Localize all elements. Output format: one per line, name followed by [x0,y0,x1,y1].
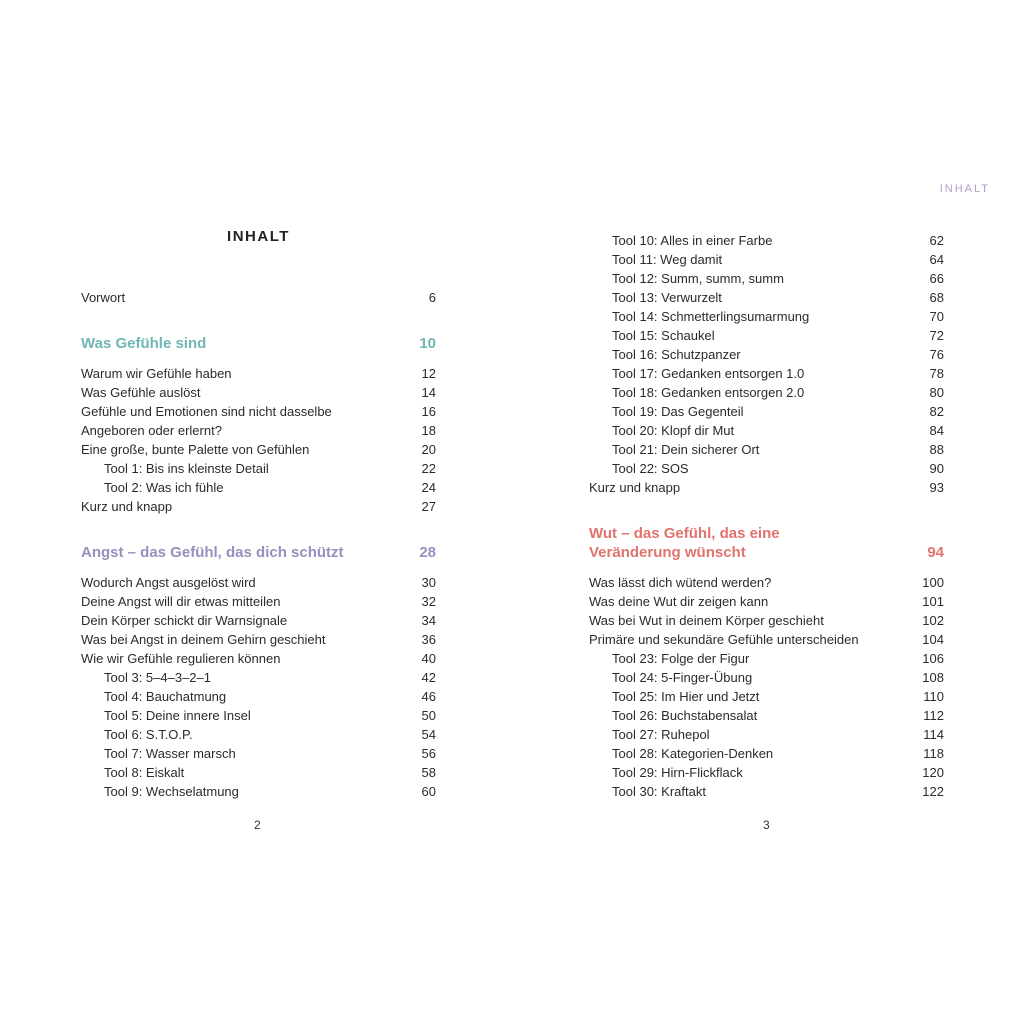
chapter-heading-row [81,543,436,562]
toc-entry-label: Tool 18: Gedanken entsorgen 2.0 [612,385,805,400]
toc-entry-page: 34 [421,613,436,628]
toc-entry-label: Gefühle und Emotionen sind nicht dasselbe [81,404,332,419]
toc-entry-label: Tool 3: 5–4–3–2–1 [104,670,211,685]
toc-entry-label: Tool 30: Kraftakt [612,784,706,799]
toc-entry [589,269,944,288]
chapter-entries [81,573,436,801]
toc-entry-label: Was bei Wut in deinem Körper geschieht [589,613,824,628]
toc-entry-label: Tool 4: Bauchatmung [104,689,227,704]
toc-entry [81,630,436,649]
toc-entry-label: Dein Körper schickt dir Warnsignale [81,613,288,628]
chapter-title: Was Gefühle sind [81,335,207,352]
toc-entry-page: 62 [929,233,944,248]
toc-entry-page: 6 [428,290,436,305]
toc-entry [81,573,436,592]
toc-entry-page: 108 [922,670,944,685]
toc-entry-page: 54 [421,727,436,742]
toc-entry-label: Warum wir Gefühle haben [81,366,232,381]
left-page [81,0,436,1024]
toc-entry-label: Tool 12: Summ, summ, summ [612,271,784,286]
toc-entry-page: 42 [421,670,436,685]
toc-entry-page: 80 [929,385,944,400]
toc-entry-label: Deine Angst will dir etwas mitteilen [81,594,281,609]
toc-entry-label: Tool 11: Weg damit [612,252,723,267]
toc-entry-page: 88 [929,442,944,457]
toc-entry-page: 60 [421,784,436,799]
toc-entry-label: Was Gefühle auslöst [81,385,201,400]
toc-entry-page: 32 [421,594,436,609]
toc-entry [81,402,436,421]
toc-entry-label: Kurz und knapp [81,499,173,514]
toc-entry [81,649,436,668]
toc-entry-page: 90 [929,461,944,476]
toc-entry-page: 30 [421,575,436,590]
toc-entry [589,421,944,440]
toc-entry-page: 122 [922,784,944,799]
toc-title: INHALT [227,228,290,245]
toc-entry-label: Was deine Wut dir zeigen kann [589,594,769,609]
right-page [589,0,944,1024]
toc-entry-page: 12 [421,366,436,381]
toc-entry-page: 118 [923,746,944,761]
toc-entry-label: Tool 25: Im Hier und Jetzt [612,689,760,704]
toc-entry-label: Tool 20: Klopf dir Mut [612,423,735,438]
toc-entry-label: Tool 10: Alles in einer Farbe [612,233,773,248]
toc-entry [81,440,436,459]
toc-entry-page: 78 [929,366,944,381]
toc-entry-label: Tool 22: SOS [612,461,689,476]
toc-entry-page: 72 [929,328,944,343]
toc-entry [589,744,944,763]
chapter-entries [81,364,436,516]
chapter-heading-row [589,524,944,562]
chapter-page: 28 [419,544,436,561]
toc-entry [589,383,944,402]
toc-entry [81,725,436,744]
toc-entry-page: 18 [421,423,436,438]
toc-entry-label: Tool 9: Wechselatmung [104,784,239,799]
toc-entry-page: 102 [922,613,944,628]
toc-entry [589,573,944,592]
toc-entry-label: Tool 16: Schutzpanzer [612,347,741,362]
toc-entry [81,459,436,478]
toc-entry-label: Vorwort [81,290,126,305]
chapter-heading [81,543,436,562]
toc-entry-page: 64 [929,252,944,267]
toc-entry [589,231,944,250]
toc-entry [589,592,944,611]
chapter-title: Wut – das Gefühl, das eine Veränderung wünscht [589,525,780,561]
toc-entry-label: Tool 15: Schaukel [612,328,715,343]
toc-entry [81,687,436,706]
toc-entry-label: Tool 14: Schmetterlingsumarmung [612,309,810,324]
chapter-title: Angst – das Gefühl, das dich schützt [81,544,344,561]
toc-entry-label: Tool 7: Wasser marsch [104,746,236,761]
toc-entry-page: 114 [923,727,944,742]
toc-entry-page: 24 [421,480,436,495]
toc-entry [589,763,944,782]
toc-entry-label: Tool 1: Bis ins kleinste Detail [104,461,269,476]
toc-entry-page: 22 [421,461,436,476]
toc-entry-label: Kurz und knapp [589,480,681,495]
chapter-page: 94 [927,544,944,561]
toc-entry-page: 82 [929,404,944,419]
toc-entry-label: Eine große, bunte Palette von Gefühlen [81,442,310,457]
toc-entry-label: Tool 29: Hirn-Flickflack [612,765,743,780]
toc-entry-page: 120 [922,765,944,780]
running-head: INHALT [939,183,990,195]
toc-entry [589,402,944,421]
toc-entry-page: 84 [929,423,944,438]
toc-entry-page: 58 [421,765,436,780]
chapter-heading-row [81,334,436,353]
toc-entry-page: 16 [421,404,436,419]
toc-entry-page: 93 [929,480,944,495]
toc-entry-label: Tool 26: Buchstabensalat [612,708,758,723]
toc-entry-label: Wodurch Angst ausgelöst wird [81,575,256,590]
chapter-heading [81,334,436,353]
toc-entry-page: 76 [929,347,944,362]
toc-entry [589,459,944,478]
toc-entry [81,478,436,497]
toc-entry [589,687,944,706]
toc-entry-label: Tool 5: Deine innere Insel [104,708,251,723]
toc-entry [589,630,944,649]
toc-entry-label: Tool 17: Gedanken entsorgen 1.0 [612,366,805,381]
toc-entry-label: Was bei Angst in deinem Gehirn geschieht [81,632,326,647]
toc-entry [589,326,944,345]
toc-entry-label: Tool 23: Folge der Figur [612,651,750,666]
toc-entry-label: Tool 28: Kategorien-Denken [612,746,774,761]
toc-entry [589,782,944,801]
toc-entry [81,383,436,402]
toc-entry-label: Wie wir Gefühle regulieren können [81,651,281,666]
toc-entry-page: 104 [922,632,944,647]
page-number: 3 [763,818,770,832]
toc-entry-label: Tool 8: Eiskalt [104,765,185,780]
toc-entry-page: 66 [929,271,944,286]
toc-entry-page: 27 [421,499,436,514]
toc-entry-page: 101 [922,594,944,609]
toc-entry-page: 46 [421,689,436,704]
toc-entry-page: 68 [929,290,944,305]
toc-entry [589,611,944,630]
toc-vorwort [81,288,436,307]
toc-entry [81,421,436,440]
toc-entry-label: Primäre und sekundäre Gefühle unterscheiden [589,632,859,647]
toc-entry [589,364,944,383]
toc-entry [589,307,944,326]
toc-entry [81,668,436,687]
toc-entry-label: Angeboren oder erlernt? [81,423,222,438]
toc-entry-label: Was lässt dich wütend werden? [589,575,772,590]
toc-entry [589,478,944,497]
toc-entry-page: 70 [929,309,944,324]
toc-entry-label: Tool 13: Verwurzelt [612,290,722,305]
toc-entry [589,250,944,269]
toc-entry [81,288,436,307]
toc-entry-page: 50 [421,708,436,723]
toc-entry [81,763,436,782]
toc-entry-page: 56 [421,746,436,761]
toc-entry-label: Tool 24: 5-Finger-Übung [612,670,753,685]
chapter-entries [589,231,944,497]
toc-entry-label: Tool 27: Ruhepol [612,727,710,742]
toc-entry [81,497,436,516]
chapter-heading [589,524,944,562]
toc-entry-page: 110 [923,689,944,704]
page-number: 2 [254,818,261,832]
toc-entry-page: 100 [922,575,944,590]
toc-entry [589,649,944,668]
toc-entry [81,592,436,611]
toc-entry-page: 14 [421,385,436,400]
toc-entry [589,288,944,307]
toc-entry-label: Tool 19: Das Gegenteil [612,404,744,419]
toc-entry-label: Tool 6: S.T.O.P. [104,727,193,742]
toc-entry-page: 36 [421,632,436,647]
toc-entry [589,725,944,744]
toc-entry [81,744,436,763]
chapter-page: 10 [419,335,436,352]
toc-entry-page: 20 [421,442,436,457]
toc-entry-label: Tool 2: Was ich fühle [104,480,224,495]
toc-entry-label: Tool 21: Dein sicherer Ort [612,442,760,457]
toc-entry-page: 40 [421,651,436,666]
toc-entry-page: 112 [923,708,944,723]
toc-entry [81,611,436,630]
toc-entry [589,706,944,725]
chapter-entries [589,573,944,801]
toc-entry [81,782,436,801]
toc-entry [589,440,944,459]
toc-entry [589,668,944,687]
toc-entry [81,364,436,383]
toc-entry-page: 106 [922,651,944,666]
toc-entry [589,345,944,364]
toc-entry [81,706,436,725]
